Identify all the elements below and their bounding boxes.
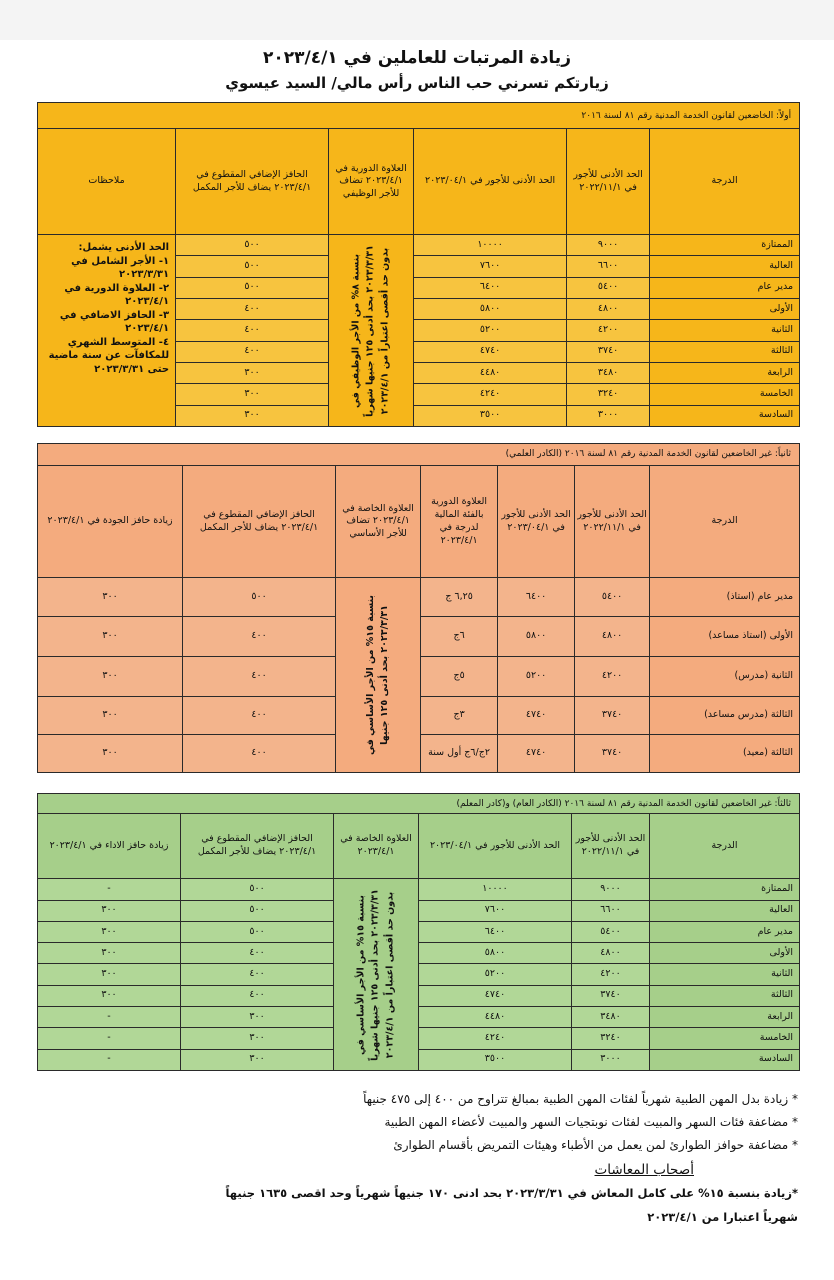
min-2022-cell: ٤٢٠٠ <box>572 964 650 985</box>
incentive-cell: ٤٠٠ <box>176 341 329 362</box>
note-line: ٢- العلاوة الدورية في ٢٠٢٣/٤/١ <box>64 282 170 308</box>
document-page <box>0 40 834 1280</box>
quality-cell: ٣٠٠ <box>38 578 183 616</box>
header-min-2023: الحد الأدنى للأجور في ٢٠٢٣/٠٤/١ <box>414 129 567 235</box>
special-note-cell <box>336 578 421 773</box>
min-2022-cell: ٣٧٤٠ <box>572 985 650 1006</box>
min-2023-cell: ٤٧٤٠ <box>498 734 575 772</box>
incentive-cell: ٣٠٠ <box>181 1028 334 1049</box>
grade-cell: الرابعة <box>650 1007 800 1028</box>
header-periodic: العلاوة الدورية في ٢٠٢٣/٤/١ تضاف للأجر الوظيفي <box>329 129 414 235</box>
min-2023-cell: ٤٢٤٠ <box>414 384 567 405</box>
min-2022-cell: ٤٢٠٠ <box>567 320 650 341</box>
min-2022-cell: ٣٤٨٠ <box>567 363 650 384</box>
min-2023-cell: ٥٨٠٠ <box>498 616 575 656</box>
header-min-2023: الحد الأدنى للأجور في ٢٠٢٣/٠٤/١ <box>498 466 575 578</box>
table-row <box>38 235 800 256</box>
grade-cell: الثانية (مدرس) <box>650 656 800 696</box>
incentive-cell: ٥٠٠ <box>176 277 329 298</box>
min-2023-cell: ٤٢٤٠ <box>419 1028 572 1049</box>
incentive-cell: ٤٠٠ <box>176 320 329 341</box>
min-2022-cell: ٤٨٠٠ <box>567 299 650 320</box>
min-2023-cell: ٧٦٠٠ <box>414 256 567 277</box>
min-2022-cell: ٥٤٠٠ <box>567 277 650 298</box>
incentive-cell: ٤٠٠ <box>183 696 336 734</box>
min-2023-cell: ٤٧٤٠ <box>414 341 567 362</box>
quality-cell: ٣٠٠ <box>38 696 183 734</box>
incentive-cell: ٥٠٠ <box>176 256 329 277</box>
section1-banner: أولاً: الخاضعين لقانون الخدمة المدنية رقم ٨١ لسنة ٢٠١٦ <box>38 103 800 129</box>
incentive-cell: ٤٠٠ <box>183 734 336 772</box>
grade-cell: الممتازة <box>650 235 800 256</box>
min-2022-cell: ٩٠٠٠ <box>567 235 650 256</box>
incentive-cell: ٣٠٠ <box>176 405 329 426</box>
incentive-cell: ٥٠٠ <box>181 900 334 921</box>
periodic-cell: ٥ج <box>421 656 498 696</box>
header-periodic: العلاوة الدورية بالفئة المالية لدرجة في ٢٠٢٣/٤/١ <box>421 466 498 578</box>
min-2023-cell: ٦٤٠٠ <box>419 921 572 942</box>
header-incentive: الحافز الإضافي المقطوع في ٢٠٢٣/٤/١ يضاف للأجر المكمل <box>181 814 334 879</box>
note-line: ٤- المتوسط الشهري للمكافآت عن سنة ماضية حتى ٢٠٢٣/٣/٣١ <box>48 336 170 375</box>
grade-cell: الثالثة (معيد) <box>650 734 800 772</box>
performance-cell: ٣٠٠ <box>38 964 181 985</box>
page-subtitle: زيارتكم تسرني حب الناس رأس مالي/ السيد عيسوي <box>225 74 609 92</box>
performance-cell: ٣٠٠ <box>38 985 181 1006</box>
min-2022-cell: ٣٠٠٠ <box>572 1049 650 1070</box>
incentive-cell: ٤٠٠ <box>183 656 336 696</box>
grade-cell: مدير عام (استاذ) <box>650 578 800 616</box>
pensions-line: *زيادة بنسبة ١٥% على كامل المعاش في ٢٠٢٣/٣/٣١ بحد ادنى ١٧٠ جنيهاً شهرياً وحد اقصى ١٦٣٥ جنيهاً <box>225 1186 798 1200</box>
min-2022-cell: ٤٢٠٠ <box>575 656 650 696</box>
min-2022-cell: ٣٤٨٠ <box>572 1007 650 1028</box>
grade-cell: الثالثة (مدرس مساعد) <box>650 696 800 734</box>
min-2022-cell: ٣٧٤٠ <box>567 341 650 362</box>
table-row <box>38 578 800 616</box>
min-2023-cell: ١٠٠٠٠ <box>419 879 572 900</box>
min-2022-cell: ٥٤٠٠ <box>575 578 650 616</box>
min-2023-cell: ٤٤٨٠ <box>419 1007 572 1028</box>
periodic-note-cell <box>329 235 414 427</box>
special-note: بنسبة ١٥% من الأجر الأساسي في ٢٠٢٣/٣/٣١ بحد أدنى ١٢٥ جنيها شهرياً بدون حد أقصى اعتباراً من ٢٠٢٣/٤/١ <box>355 888 396 1061</box>
performance-cell: - <box>38 879 181 900</box>
quality-cell: ٣٠٠ <box>38 616 183 656</box>
footer-bullet: * مضاعفة فئات السهر والمبيت لفئات نوبتجيات السهر والمبيت لأعضاء المهن الطبية <box>384 1115 798 1129</box>
min-2023-cell: ٥٢٠٠ <box>498 656 575 696</box>
incentive-cell: ٤٠٠ <box>183 616 336 656</box>
grade-cell: الممتازة <box>650 879 800 900</box>
header-grade: الدرجة <box>650 466 800 578</box>
grade-cell: مدير عام <box>650 921 800 942</box>
min-2022-cell: ٣٢٤٠ <box>567 384 650 405</box>
header-notes: ملاحظات <box>38 129 176 235</box>
incentive-cell: ٥٠٠ <box>181 921 334 942</box>
header-grade: الدرجة <box>650 129 800 235</box>
performance-cell: ٣٠٠ <box>38 943 181 964</box>
table-row <box>38 879 800 900</box>
min-2023-cell: ٣٥٠٠ <box>419 1049 572 1070</box>
note-line: ١- الأجر الشامل في ٢٠٢٣/٣/٣١ <box>71 255 170 281</box>
incentive-cell: ٣٠٠ <box>181 1007 334 1028</box>
header-grade: الدرجة <box>650 814 800 879</box>
min-2022-cell: ٣٢٤٠ <box>572 1028 650 1049</box>
min-2022-cell: ٣٧٤٠ <box>575 696 650 734</box>
grade-cell: الرابعة <box>650 363 800 384</box>
min-2022-cell: ٩٠٠٠ <box>572 879 650 900</box>
header-performance: زيادة حافز الاداء في ٢٠٢٣/٤/١ <box>38 814 181 879</box>
note-line: الحد الأدنى يشمل: <box>78 242 170 254</box>
incentive-cell: ٥٠٠ <box>176 235 329 256</box>
min-2023-cell: ٤٧٤٠ <box>419 985 572 1006</box>
min-2023-cell: ٧٦٠٠ <box>419 900 572 921</box>
min-2023-cell: ٦٤٠٠ <box>414 277 567 298</box>
quality-cell: ٣٠٠ <box>38 656 183 696</box>
min-2022-cell: ٦٦٠٠ <box>572 900 650 921</box>
note-line: ٣- الحافز الاضافي في ٢٠٢٣/٤/١ <box>59 309 170 335</box>
periodic-cell: ٣ج <box>421 696 498 734</box>
min-2023-cell: ٥٨٠٠ <box>414 299 567 320</box>
header-special: العلاوة الخاصة في ٢٠٢٣/٤/١ <box>334 814 419 879</box>
incentive-cell: ٤٠٠ <box>181 943 334 964</box>
min-2023-cell: ٤٤٨٠ <box>414 363 567 384</box>
grade-cell: الخامسة <box>650 384 800 405</box>
incentive-cell: ٤٠٠ <box>181 964 334 985</box>
grade-cell: الثانية <box>650 320 800 341</box>
performance-cell: ٣٠٠ <box>38 900 181 921</box>
pensions-heading: أصحاب المعاشات <box>594 1162 694 1178</box>
header-min-2022: الحد الأدنى للأجور في ٢٠٢٢/١١/١ <box>572 814 650 879</box>
pensions-line: شهرياً اعتبارا من ٢٠٢٣/٤/١ <box>647 1210 798 1224</box>
min-2022-cell: ٤٨٠٠ <box>572 943 650 964</box>
incentive-cell: ٤٠٠ <box>181 985 334 1006</box>
performance-cell: ٣٠٠ <box>38 921 181 942</box>
periodic-cell: ٦,٢٥ ج <box>421 578 498 616</box>
incentive-cell: ٤٠٠ <box>176 299 329 320</box>
grade-cell: العالية <box>650 900 800 921</box>
min-2022-cell: ٥٤٠٠ <box>572 921 650 942</box>
min-2023-cell: ١٠٠٠٠ <box>414 235 567 256</box>
grade-cell: مدير عام <box>650 277 800 298</box>
min-2023-cell: ٥٢٠٠ <box>414 320 567 341</box>
grade-cell: الأولى (استاذ مساعد) <box>650 616 800 656</box>
performance-cell: - <box>38 1049 181 1070</box>
footer-bullet: * مضاعفة حوافز الطوارئ لمن يعمل من الأطباء وهيئات التمريض بأقسام الطوارئ <box>393 1138 798 1152</box>
header-min-2022: الحد الأدنى للأجور في ٢٠٢٢/١١/١ <box>575 466 650 578</box>
section2-table <box>37 443 800 773</box>
periodic-cell: ٦ج <box>421 616 498 656</box>
performance-cell: - <box>38 1028 181 1049</box>
footer-bullet: * زيادة بدل المهن الطبية شهرياً لفئات المهن الطبية بمبالغ تتراوح من ٤٠٠ إلى ٤٧٥ جنيهاً <box>363 1092 798 1106</box>
min-2023-cell: ٥٢٠٠ <box>419 964 572 985</box>
incentive-cell: ٣٠٠ <box>176 363 329 384</box>
section3-table <box>37 793 800 1071</box>
section3-banner: ثالثاً: غير الخاضعين لقانون الخدمة المدنية رقم ٨١ لسنة ٢٠١٦ (الكادر العام) و(كادر المعلم) <box>38 794 800 814</box>
incentive-cell: ٥٠٠ <box>181 879 334 900</box>
header-quality: زيادة حافز الجودة في ٢٠٢٣/٤/١ <box>38 466 183 578</box>
section2-banner: ثانياً: غير الخاضعين لقانون الخدمة المدنية رقم ٨١ لسنة ٢٠١٦ (الكادر العلمي) <box>38 444 800 466</box>
min-2022-cell: ٣٧٤٠ <box>575 734 650 772</box>
min-2023-cell: ٥٨٠٠ <box>419 943 572 964</box>
min-2023-cell: ٤٧٤٠ <box>498 696 575 734</box>
grade-cell: الأولى <box>650 299 800 320</box>
min-2022-cell: ٦٦٠٠ <box>567 256 650 277</box>
min-2023-cell: ٣٥٠٠ <box>414 405 567 426</box>
periodic-cell: ٢ج/٦ج أول سنة <box>421 734 498 772</box>
grade-cell: السادسة <box>650 1049 800 1070</box>
incentive-cell: ٥٠٠ <box>183 578 336 616</box>
header-incentive: الحافز الإضافي المقطوع في ٢٠٢٣/٤/١ يضاف للأجر المكمل <box>183 466 336 578</box>
header-min-2022: الحد الأدنى للأجور في ٢٠٢٢/١١/١ <box>567 129 650 235</box>
page-title: زيادة المرتبات للعاملين في ٢٠٢٣/٤/١ <box>263 48 571 68</box>
grade-cell: الأولى <box>650 943 800 964</box>
min-2022-cell: ٤٨٠٠ <box>575 616 650 656</box>
min-2022-cell: ٣٠٠٠ <box>567 405 650 426</box>
special-note: بنسبة ١٥% من الأجر الأساسي في ٢٠٢٣/٣/٣١ بحد أدنى ١٢٥ جنيها <box>364 595 391 756</box>
grade-cell: الثالثة <box>650 341 800 362</box>
special-note-cell <box>334 879 419 1071</box>
notes-cell <box>38 235 176 427</box>
grade-cell: الثالثة <box>650 985 800 1006</box>
header-incentive: الحافز الإضافي المقطوع في ٢٠٢٣/٤/١ يضاف للأجر المكمل <box>176 129 329 235</box>
quality-cell: ٣٠٠ <box>38 734 183 772</box>
performance-cell: - <box>38 1007 181 1028</box>
grade-cell: الثانية <box>650 964 800 985</box>
section1-table <box>37 102 800 427</box>
min-2023-cell: ٦٤٠٠ <box>498 578 575 616</box>
incentive-cell: ٣٠٠ <box>181 1049 334 1070</box>
grade-cell: السادسة <box>650 405 800 426</box>
header-special: العلاوة الخاصة في ٢٠٢٣/٤/١ تضاف للأجر الأساسي <box>336 466 421 578</box>
periodic-note: بنسبة ٨% من الأجر الوظيفي في ٢٠٢٣/٣/٣١ بحد أدنى ١٢٥ جنيها شهرياً بدون حد أقصى اعتباراً من ٢٠٢٣/٤/١ <box>350 244 391 417</box>
header-min-2023: الحد الأدنى للأجور في ٢٠٢٣/٠٤/١ <box>419 814 572 879</box>
incentive-cell: ٣٠٠ <box>176 384 329 405</box>
grade-cell: العالية <box>650 256 800 277</box>
grade-cell: الخامسة <box>650 1028 800 1049</box>
